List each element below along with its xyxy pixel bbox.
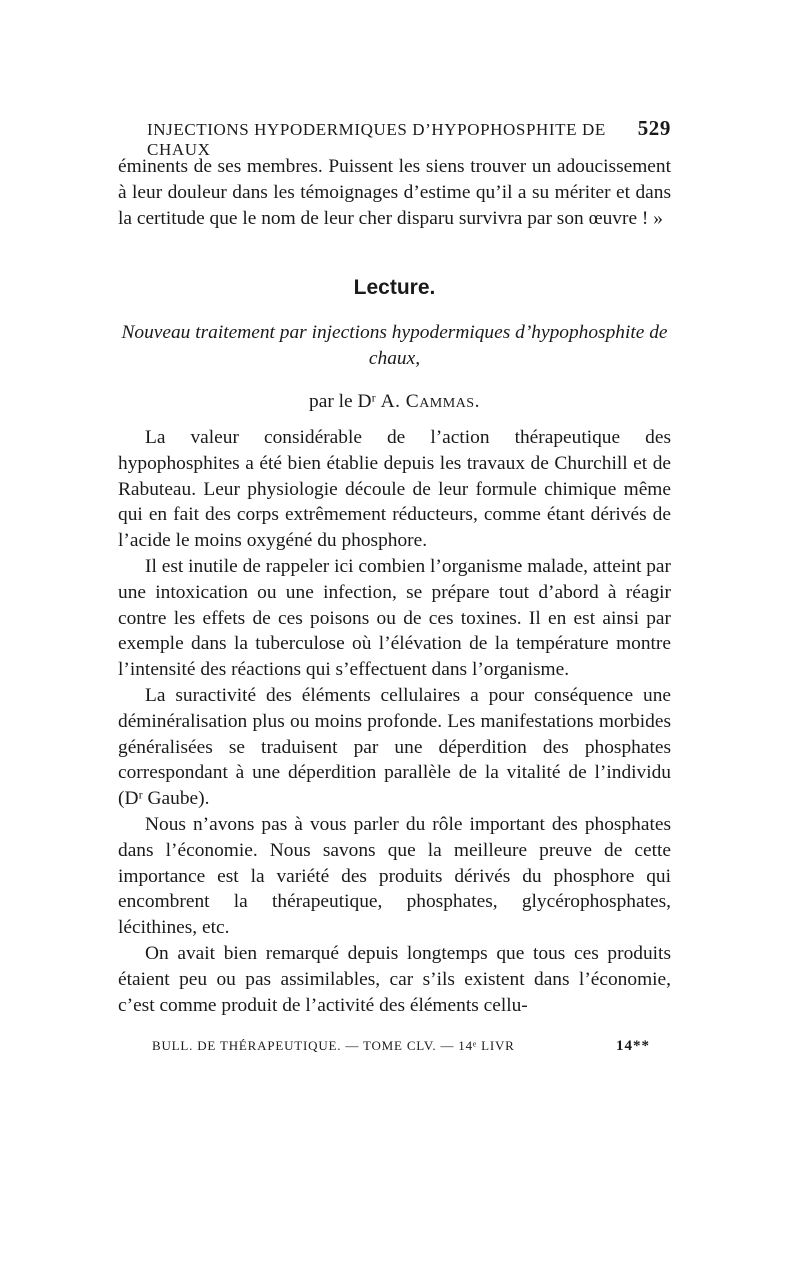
body-paragraph: La suractivité des éléments cellulaires a pour conséquence une déminéralisation plus ou moins profonde. Les manifestations morbides généralisées se traduisent par une déperdition des phosphates correspondant à une déperdition parallèle de la vitalité de l’individu (Dʳ Gaube). xyxy=(118,684,671,810)
page-footer xyxy=(152,1038,650,1055)
signature-mark: 14** xyxy=(616,1038,650,1054)
byline-prefix: par le Dʳ xyxy=(309,391,376,412)
running-header xyxy=(147,116,671,159)
intro-text-block xyxy=(118,154,671,231)
body-paragraph: Nous n’avons pas à vous parler du rôle important des phosphates dans l’économie. Nous savons que la meilleure preuve de cette importance est la variété des produits dérivés du phosphore qui encombrent la thérapeutique, phosphates, glycérophosphates, lécithines, etc. xyxy=(118,813,671,939)
article-title: Nouveau traitement par injections hypodermiques d’hypophosphite de chaux, xyxy=(121,322,668,369)
intro-paragraph: éminents de ses membres. Puissent les siens trouver un adoucissement à leur douleur dans les témoignages d’estime qu’il a su mériter et dans la certitude que le nom de leur cher disparu survivra par son œuvre ! » xyxy=(118,156,671,229)
body-paragraph: On avait bien remarqué depuis longtemps que tous ces produits étaient peu ou pas assimilables, car s’ils existent dans l’économie, c’est comme produit de l’activité des éléments cellu- xyxy=(118,942,671,1016)
body-paragraph: Il est inutile de rappeler ici combien l’organisme malade, atteint par une intoxication ou une infection, se prépare tout d’abord à réagir contre les effets de ces poisons ou de ces toxines. Il en est ainsi par exemple dans la tuberculose où l’élévation de la température montre l’intensité des réactions qui s’effectuent dans l’organisme. xyxy=(118,555,671,681)
section-heading: Lecture. xyxy=(353,276,436,299)
page-number: 529 xyxy=(637,116,671,140)
author-name: A. Cammas. xyxy=(380,391,480,412)
body-paragraph: La valeur considérable de l’action thérapeutique des hypophosphites a été bien établie depuis les travaux de Churchill et de Rabuteau. Leur physiologie découle de leur formule chimique même qui en fait des corps extrêmement réducteurs, comme étant dérivés de l’acide le moins oxygéné du phosphore. xyxy=(118,427,671,552)
byline xyxy=(118,389,671,415)
article-body xyxy=(118,425,671,1018)
footer-journal: BULL. DE THÉRAPEUTIQUE. — TOME CLV. — 14ᵉ LIVR xyxy=(152,1038,515,1053)
running-title: INJECTIONS HYPODERMIQUES D’HYPOPHOSPHITE DE CHAUX xyxy=(147,120,606,159)
